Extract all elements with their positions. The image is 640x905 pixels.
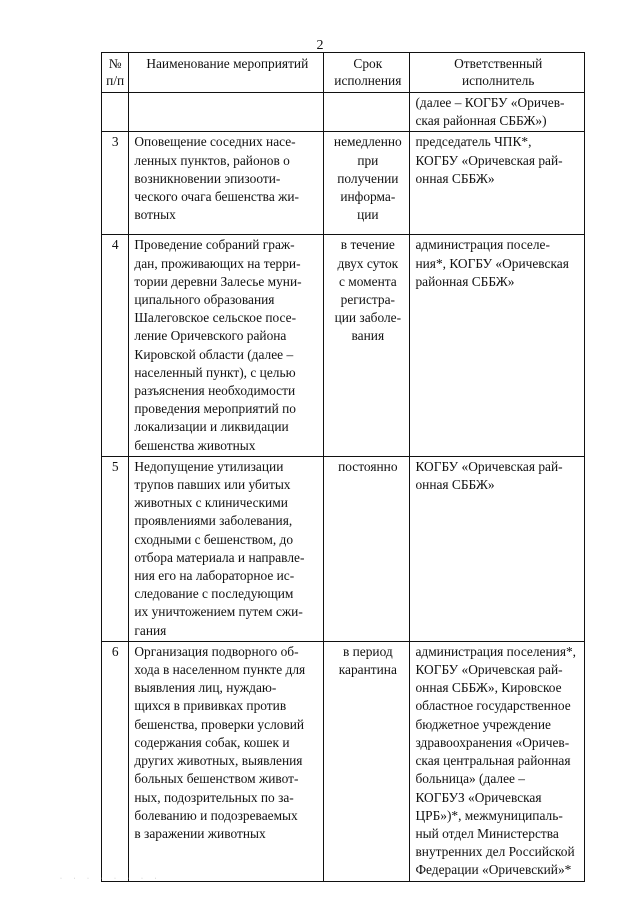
row-name-cell [129, 235, 324, 456]
row-name-cell [129, 456, 324, 641]
row-number-cell [102, 641, 129, 881]
header-number-label: № п/п [106, 56, 125, 88]
row-name-cell [129, 641, 324, 881]
table-row [102, 93, 585, 132]
row-term-cell [324, 456, 410, 641]
scan-artifact-dots: · · · · · · · · [60, 876, 162, 882]
row-term-cell [324, 93, 410, 132]
row-name-cell [129, 132, 324, 235]
row-number-cell [102, 456, 129, 641]
header-term [324, 53, 410, 93]
table-row [102, 235, 585, 456]
row-term: в течение двух суток с момента регистра- ции заболе- вания [334, 237, 402, 344]
row-responsible: администрация поселе- ния*, КОГБУ «Оричевская районная СББЖ» [415, 237, 569, 289]
row-name-cell [129, 93, 324, 132]
table-row [102, 641, 585, 881]
header-name [129, 53, 324, 93]
row-number: 5 [111, 458, 119, 474]
row-responsible: администрация поселения*, КОГБУ «Оричевская рай- онная СББЖ», Кировское областное государственное бюджетное учреждение здравоохранения «Оричев- ская центральная районная больница» (далее – КОГБУЗ «Оричевская ЦРБ»)*, межмуниципаль- ный отдел Министерства внутренних дел Российской Федерации «Оричевский»* [415, 643, 577, 878]
header-term-label: Срок исполнения [334, 56, 402, 88]
row-number-cell [102, 235, 129, 456]
row-responsible-cell [410, 93, 585, 132]
row-term-cell [324, 235, 410, 456]
row-name: Организация подворного об- хода в населенном пункте для выявления лиц, нуждаю- щихся в прививках против бешенства, проверки условий содержания собак, кошек и других животных, выявления больных бешенством живот- ных, подозрительных по за- болеванию и подозреваемых в заражении животных [134, 643, 306, 841]
row-term: постоянно [338, 458, 398, 474]
table-row [102, 132, 585, 235]
row-responsible-cell [410, 456, 585, 641]
row-responsible-cell [410, 132, 585, 235]
row-term: немедленно при получении информа- ции [333, 134, 402, 223]
row-number-cell [102, 93, 129, 132]
table-header-row [102, 53, 585, 93]
row-term: в период карантина [338, 643, 397, 678]
row-number: 6 [111, 643, 119, 659]
row-term-cell [324, 641, 410, 881]
row-number: 4 [111, 237, 119, 253]
row-responsible: председатель ЧПК*, КОГБУ «Оричевская рай- онная СББЖ» [415, 134, 563, 186]
row-name: Недопущение утилизации трупов павших или убитых животных с клиническими проявлениями заболевания, сходными с бешенством, до отбора материала и направле- ния его на лабораторное ис- следование с последующим их уничтожением путем сжи- гания [134, 458, 305, 638]
row-responsible: (далее – КОГБУ «Оричев- ская районная СББЖ») [415, 95, 565, 129]
header-number [102, 53, 129, 93]
header-name-label: Наименование мероприятий [146, 56, 309, 71]
row-name: Проведение собраний граж- дан, проживающих на терри- тории деревни Залесье муни- ципального образования Шалеговское сельское посе- ление Оричевского района Кировской области (далее – населенный пункт), с целью разъяснения необходимости проведения мероприятий по локализации и ликвидации бешенства животных [134, 237, 302, 453]
row-name: Оповещение соседних насе- ленных пунктов, районов о возникновении эпизооти- ческого очага бешенства жи- вотных [134, 134, 299, 223]
page-number: 2 [316, 38, 324, 53]
row-number-cell [102, 132, 129, 235]
table-row [102, 456, 585, 641]
row-number: 3 [111, 134, 119, 150]
row-term-cell [324, 132, 410, 235]
header-responsible-label: Ответственный исполнитель [454, 56, 543, 88]
row-responsible-cell [410, 641, 585, 881]
row-responsible: КОГБУ «Оричевская рай- онная СББЖ» [415, 458, 563, 493]
measures-table [101, 52, 585, 882]
header-responsible [410, 53, 585, 93]
row-responsible-cell [410, 235, 585, 456]
